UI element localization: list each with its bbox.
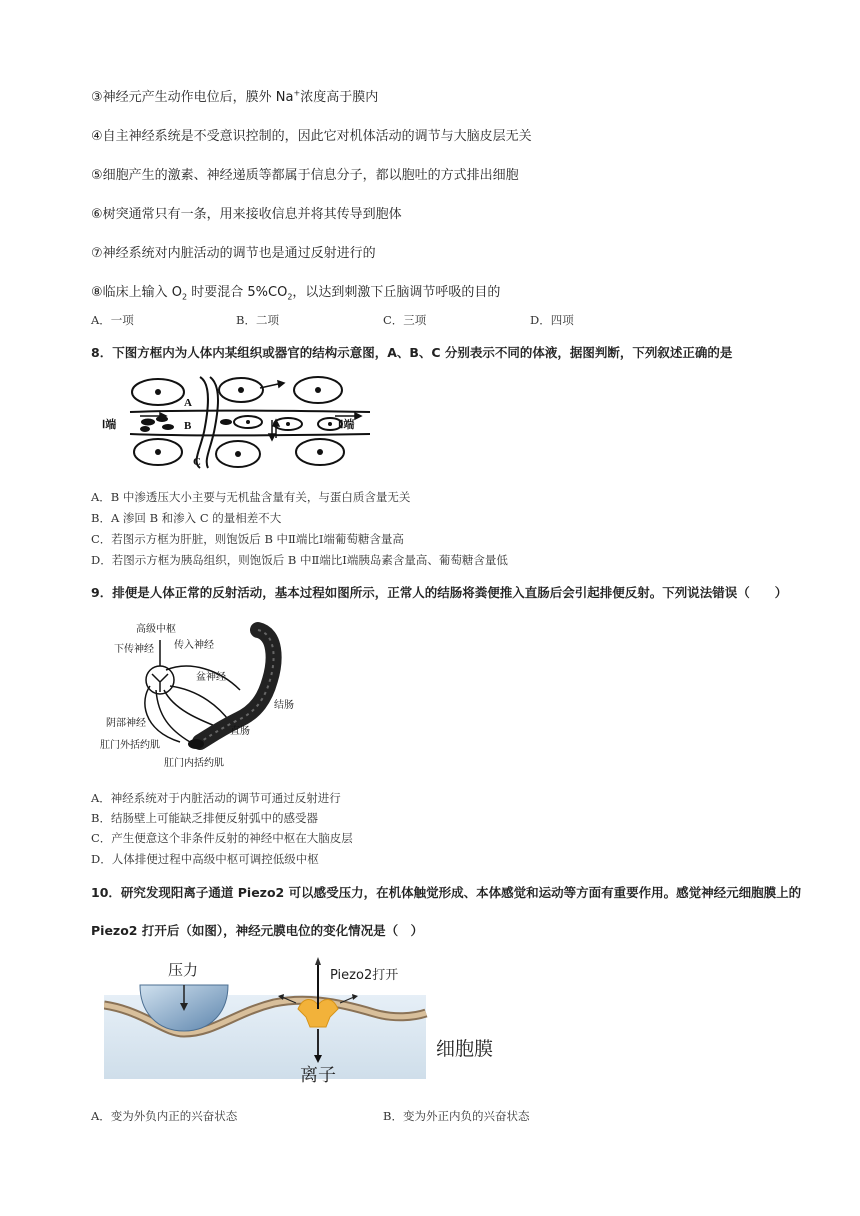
q10-option-a: A．变为外负内正的兴奋状态: [91, 1109, 238, 1123]
statement-4: ④自主神经系统是不受意识控制的，因此它对机体活动的调节与大脑皮层无关: [91, 129, 532, 144]
q10-option-b: B．变为外正内负的兴奋状态: [383, 1109, 530, 1123]
label-piezo2-open: Piezo2打开: [330, 968, 399, 983]
q10-stem-line2: Piezo2 打开后（如图），神经元膜电位的变化情况是（ ）: [91, 923, 424, 938]
label-cell-membrane: 细胞膜: [436, 1038, 494, 1060]
label-external-sphincter: 肛门外括约肌: [100, 740, 160, 751]
label-a: A: [184, 397, 192, 409]
q7-option-c: C．三项: [383, 313, 427, 327]
label-rectum: 直肠: [230, 726, 250, 737]
q8-option-b: B．A 渗回 B 和渗入 C 的量相差不大: [91, 511, 282, 525]
statement-5: ⑤细胞产生的激素、神经递质等都属于信息分子，都以胞吐的方式排出细胞: [91, 168, 519, 183]
statement-3: ③神经元产生动作电位后，膜外 Na+浓度高于膜内: [91, 88, 379, 105]
defecation-reflex-diagram: [100, 620, 320, 770]
q8-option-d: D．若图示方框为胰岛组织，则饱饭后 B 中Ⅱ端比Ⅰ端胰岛素含量高、葡萄糖含量低: [91, 553, 508, 567]
label-pudendal-nerve: 阴部神经: [106, 718, 146, 729]
label-ions: 离子: [300, 1065, 336, 1085]
label-internal-sphincter: 肛门内括约肌: [164, 758, 224, 769]
label-pelvic-nerve: 盆神经: [196, 672, 226, 683]
tissue-structure-diagram: [100, 372, 380, 472]
label-descending-nerve: 下传神经: [114, 644, 154, 655]
label-higher-center: 高级中枢: [136, 624, 176, 635]
q9-stem: 9．排便是人体正常的反射活动，基本过程如图所示，正常人的结肠将粪便推入直肠后会引起排便反射。下列说法错误（ ）: [91, 585, 788, 600]
q7-option-a: A．一项: [91, 313, 134, 327]
q10-stem-line1: 10．研究发现阳离子通道 Piezo2 可以感受压力，在机体触觉形成、本体感觉和运动等方面有重要作用。感觉神经元细胞膜上的: [91, 885, 802, 900]
q9-option-a: A．神经系统对于内脏活动的调节可通过反射进行: [91, 791, 341, 805]
statement-6: ⑥树突通常只有一条，用来接收信息并将其传导到胞体: [91, 207, 402, 222]
label-afferent-nerve: 传入神经: [174, 640, 214, 651]
statement-8: ⑧临床上输入 $O_2$ 时要混合 $5\%CO_2$，以达到刺激下丘脑调节呼吸的目的: [91, 285, 501, 302]
q9-option-c: C．产生便意这个非条件反射的神经中枢在大脑皮层: [91, 831, 353, 845]
label-colon: 结肠: [274, 700, 294, 711]
q8-option-c: C．若图示方框为肝脏，则饱饭后 B 中Ⅱ端比Ⅰ端葡萄糖含量高: [91, 532, 404, 546]
piezo2-channel-diagram: [104, 955, 514, 1085]
q8-stem: 8．下图方框内为人体内某组织或器官的结构示意图，A、B、C 分别表示不同的体液，据图判断，下列叙述正确的是: [91, 345, 733, 360]
label-b: B: [184, 420, 192, 432]
q7-option-d: D．四项: [530, 313, 574, 327]
left-end-label: Ⅰ端: [102, 419, 117, 431]
q9-option-b: B．结肠壁上可能缺乏排便反射弧中的感受器: [91, 811, 318, 825]
q7-option-b: B．二项: [236, 313, 279, 327]
label-pressure: 压力: [168, 961, 199, 979]
right-end-label: Ⅱ端: [338, 419, 355, 431]
statement-7: ⑦神经系统对内脏活动的调节也是通过反射进行的: [91, 246, 376, 261]
q8-option-a: A．B 中渗透压大小主要与无机盐含量有关，与蛋白质含量无关: [91, 490, 411, 504]
q9-option-d: D．人体排便过程中高级中枢可调控低级中枢: [91, 852, 319, 866]
label-c: C: [193, 456, 201, 468]
